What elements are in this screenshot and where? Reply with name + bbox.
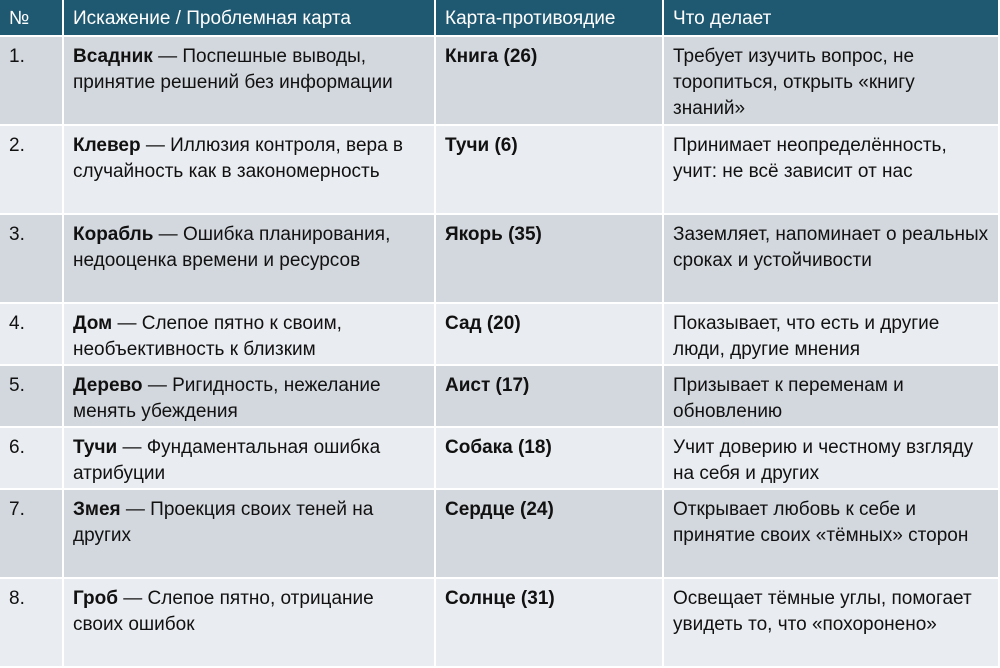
distortion-cell xyxy=(64,490,436,579)
distortion-description: — Проекция своих теней на других xyxy=(73,499,374,546)
distortion-cell xyxy=(64,215,436,304)
distortion-description: — Слепое пятно, отрицание своих ошибок xyxy=(73,588,374,635)
effect-cell: Призывает к переменам и обновлению xyxy=(664,366,1000,428)
distortion-description: — Иллюзия контроля, вера в случайность как в закономерность xyxy=(73,135,404,182)
antidote-card: Тучи (6) xyxy=(436,126,664,215)
table-body xyxy=(0,37,1000,668)
row-num: 5. xyxy=(0,366,64,428)
antidote-card: Сад (20) xyxy=(436,304,664,366)
effect-cell: Заземляет, напоминает о реальных сроках и устойчивости xyxy=(664,215,1000,304)
distortion-cell xyxy=(64,579,436,668)
distortion-cell xyxy=(64,126,436,215)
distortion-description: — Ригидность, нежелание менять убеждения xyxy=(73,375,381,422)
distortion-description: — Ошибка планирования, недооценка времени и ресурсов xyxy=(73,224,391,271)
row-num: 2. xyxy=(0,126,64,215)
row-num: 4. xyxy=(0,304,64,366)
problem-card-name: Дом xyxy=(73,313,113,334)
table-row xyxy=(0,126,1000,215)
antidote-card: Солнце (31) xyxy=(436,579,664,668)
antidote-card: Книга (26) xyxy=(436,37,664,126)
table-row xyxy=(0,579,1000,668)
problem-card-name: Всадник xyxy=(73,46,153,67)
header-distortion: Искажение / Проблемная карта xyxy=(64,0,436,37)
antidote-card: Собака (18) xyxy=(436,428,664,490)
problem-card-name: Тучи xyxy=(73,437,118,458)
table-row xyxy=(0,304,1000,366)
antidote-card: Аист (17) xyxy=(436,366,664,428)
row-num: 1. xyxy=(0,37,64,126)
distortion-cell xyxy=(64,428,436,490)
problem-card-name: Корабль xyxy=(73,224,154,245)
problem-card-name: Змея xyxy=(73,499,121,520)
header-effect: Что делает xyxy=(664,0,1000,37)
effect-cell: Открывает любовь к себе и принятие своих «тёмных» сторон xyxy=(664,490,1000,579)
effect-cell: Освещает тёмные углы, помогает увидеть то, что «похоронено» xyxy=(664,579,1000,668)
table-row xyxy=(0,366,1000,428)
table-row xyxy=(0,215,1000,304)
table-header xyxy=(0,0,1000,37)
antidote-card: Сердце (24) xyxy=(436,490,664,579)
header-antidote: Карта-противоядие xyxy=(436,0,664,37)
distortion-description: — Слепое пятно к своим, необъективность к близким xyxy=(73,313,342,360)
effect-cell: Требует изучить вопрос, не торопиться, открыть «книгу знаний» xyxy=(664,37,1000,126)
problem-card-name: Гроб xyxy=(73,588,118,609)
distortion-cell xyxy=(64,37,436,126)
row-num: 6. xyxy=(0,428,64,490)
row-num: 8. xyxy=(0,579,64,668)
row-num: 7. xyxy=(0,490,64,579)
header-num: № xyxy=(0,0,64,37)
table-row xyxy=(0,37,1000,126)
antidote-card: Якорь (35) xyxy=(436,215,664,304)
table-row xyxy=(0,428,1000,490)
effect-cell: Показывает, что есть и другие люди, другие мнения xyxy=(664,304,1000,366)
distortion-description: — Поспешные выводы, принятие решений без информации xyxy=(73,46,393,93)
row-num: 3. xyxy=(0,215,64,304)
effect-cell: Принимает неопределённость, учит: не всё зависит от нас xyxy=(664,126,1000,215)
problem-card-name: Клевер xyxy=(73,135,141,156)
header-row xyxy=(0,0,1000,37)
table-row xyxy=(0,490,1000,579)
distortion-cell xyxy=(64,304,436,366)
effect-cell: Учит доверию и честному взгляду на себя и других xyxy=(664,428,1000,490)
distortion-description: — Фундаментальная ошибка атрибуции xyxy=(73,437,381,484)
problem-card-name: Дерево xyxy=(73,375,143,396)
distortion-cell xyxy=(64,366,436,428)
